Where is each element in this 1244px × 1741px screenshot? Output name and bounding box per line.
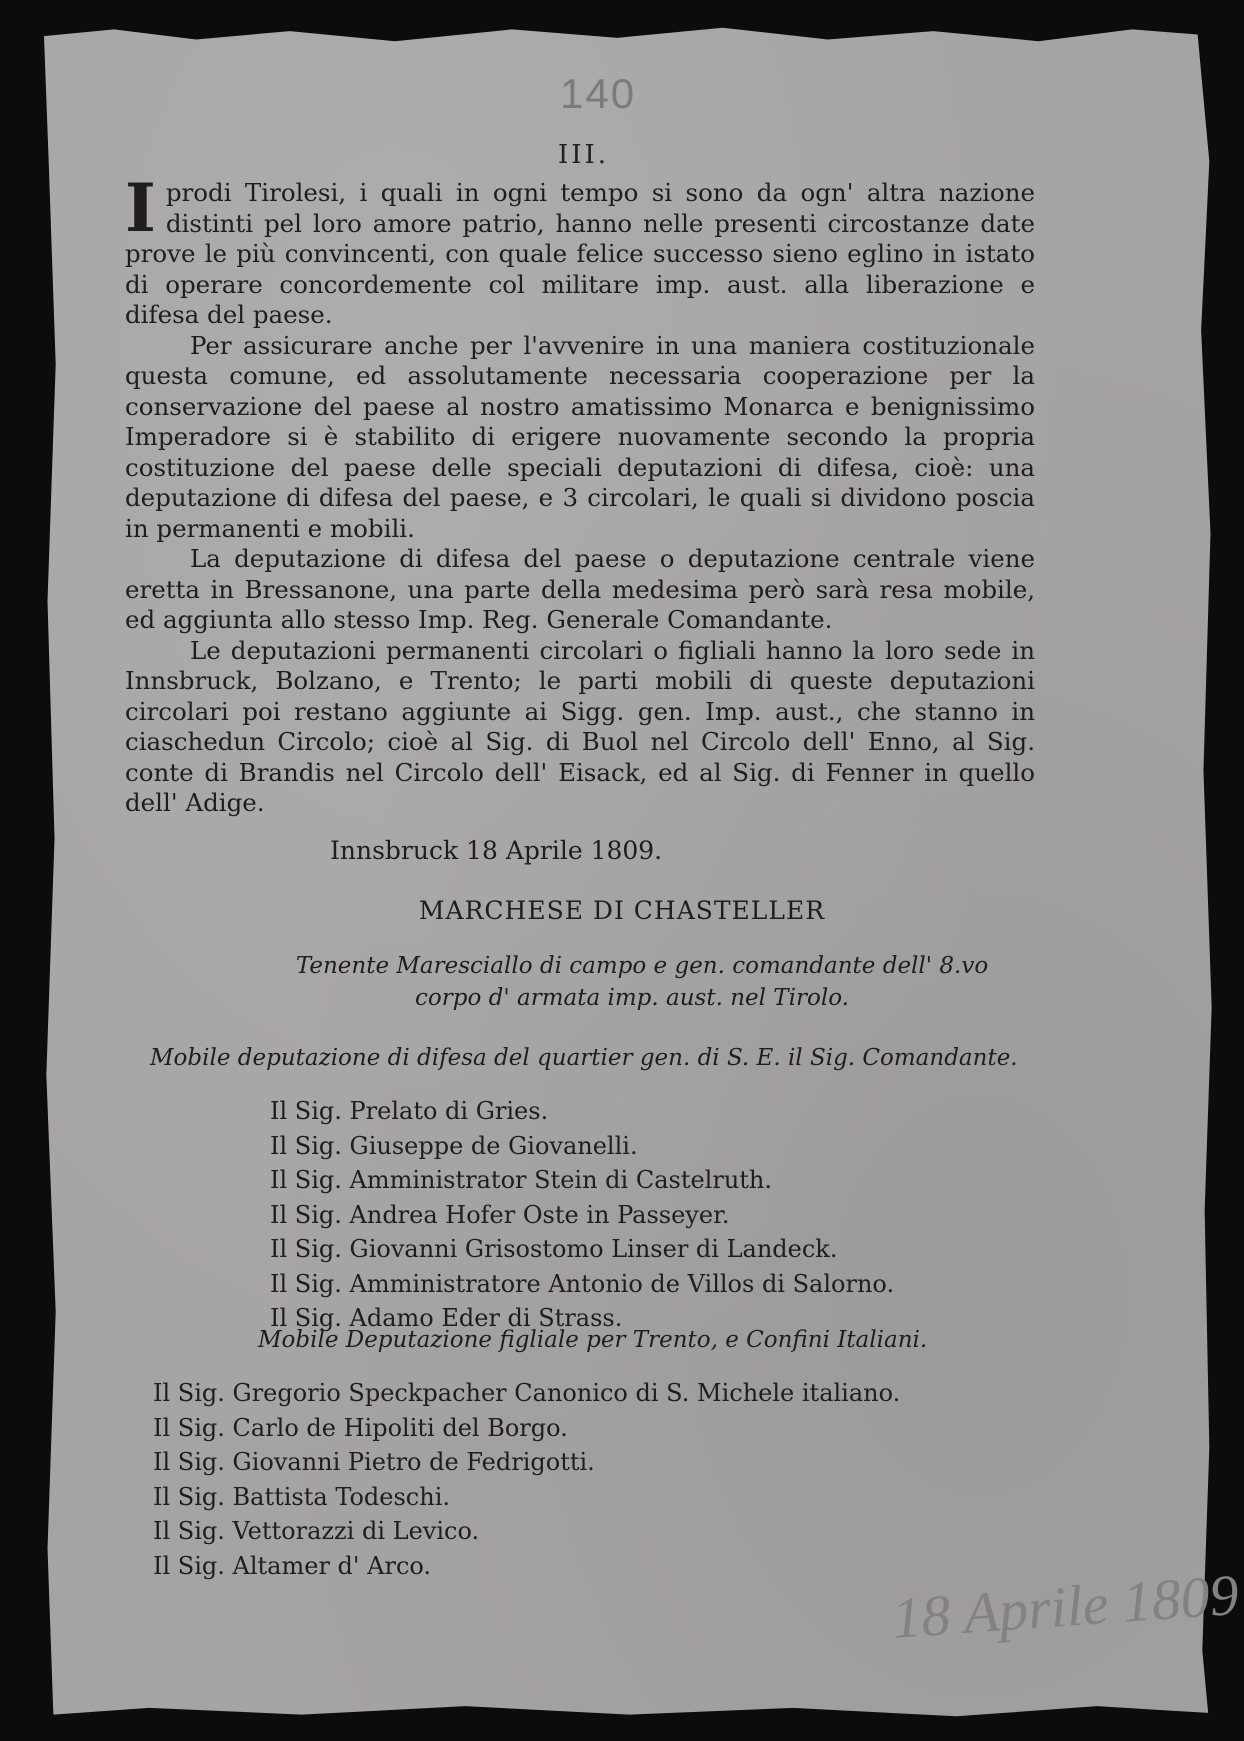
list-item: Il Sig. Gregorio Speckpacher Canonico di S. Michele italiano. <box>153 1379 901 1407</box>
page-number: III. <box>558 140 610 170</box>
pencil-date-annotation: 18 Aprile 1809 <box>890 1561 1241 1651</box>
list-item: Il Sig. Battista Todeschi. <box>153 1482 451 1511</box>
rank-line-2: corpo d' armata imp. aust. nel Tirolo. <box>415 985 849 1011</box>
drop-cap: I <box>125 169 156 247</box>
paragraph-4: Le deputazioni permanenti circolari o figliali hanno la loro sede in Innsbruck, Bolzano, e Trento; le parti mobili di queste deputazioni circolari poi restano aggiunte ai Sigg. gen. Imp. aust., che stanno in ciaschedun Circolo; cioè al Sig. di Buol nel Circolo dell' Enno, al Sig. conte di Brandis nel Circolo dell' Eisack, ed al Sig. di Fenner in quello dell' Adige. <box>125 635 1035 817</box>
proclamation-body <box>125 169 1035 819</box>
paragraph-1-text: prodi Tirolesi, i quali in ogni tempo si sono da ogn' altra nazione distinti pel loro amore patrio, hanno nelle presenti circostanze date prove le più convincenti, con quale felice successo sieno eglino in istato di operare concordemente col militare imp. aust. alla liberazione e difesa del paese. <box>125 178 1035 329</box>
list-item: Il Sig. Altamer d' Arco. <box>153 1551 432 1580</box>
list-item: Il Sig. Andrea Hofer Oste in Passeyer. <box>270 1200 730 1229</box>
paragraph-3: La deputazione di difesa del paese o deputazione centrale viene eretta in Bressanone, una parte della medesima però sarà resa mobile, ed aggiunta allo stesso Imp. Reg. Generale Comandante. <box>125 544 1035 634</box>
list-item: Il Sig. Amministratore Antonio de Villos di Salorno. <box>270 1269 895 1298</box>
paragraph-2: Per assicurare anche per l'avvenire in una maniera costituzionale questa comune, ed assolutamente necessaria cooperazione per la conservazione del paese al nostro amatissimo Monarca e benignissimo Imperadore si è stabilito di erigere nuovamente secondo la propria costituzione del paese delle speciali deputazioni di difesa, cioè: una deputazione di difesa del paese, e 3 circolari, le quali si dividono poscia in permanenti e mobili. <box>125 330 1035 543</box>
paragraph-1 <box>125 169 1035 331</box>
list-item: Il Sig. Giovanni Grisostomo Linser di Landeck. <box>270 1235 838 1263</box>
signer-rank <box>0 950 1244 1014</box>
rank-line-1: Tenente Maresciallo di campo e gen. comandante dell' 8.vo <box>295 953 989 979</box>
section-1-members <box>270 1094 894 1336</box>
section-2-heading: Mobile Deputazione figliale per Trento, e Confini Italiani. <box>258 1327 928 1353</box>
section-1-heading: Mobile deputazione di difesa del quartier gen. di S. E. il Sig. Comandante. <box>150 1045 1018 1071</box>
list-item: Il Sig. Giuseppe de Giovanelli. <box>270 1131 638 1160</box>
dateline: Innsbruck 18 Aprile 1809. <box>330 836 663 865</box>
pencil-page-number: 140 <box>560 70 637 117</box>
list-item: Il Sig. Prelato di Gries. <box>270 1097 549 1125</box>
list-item: Il Sig. Adamo Eder di Strass. <box>270 1304 623 1332</box>
list-item: Il Sig. Giovanni Pietro de Fedrigotti. <box>153 1448 595 1476</box>
signer-name: MARCHESE DI CHASTELLER <box>418 896 826 925</box>
list-item: Il Sig. Vettorazzi di Levico. <box>153 1517 480 1545</box>
list-item: Il Sig. Amministrator Stein di Castelruth. <box>270 1166 773 1194</box>
section-2-members <box>153 1376 900 1583</box>
list-item: Il Sig. Carlo de Hipoliti del Borgo. <box>153 1413 568 1442</box>
